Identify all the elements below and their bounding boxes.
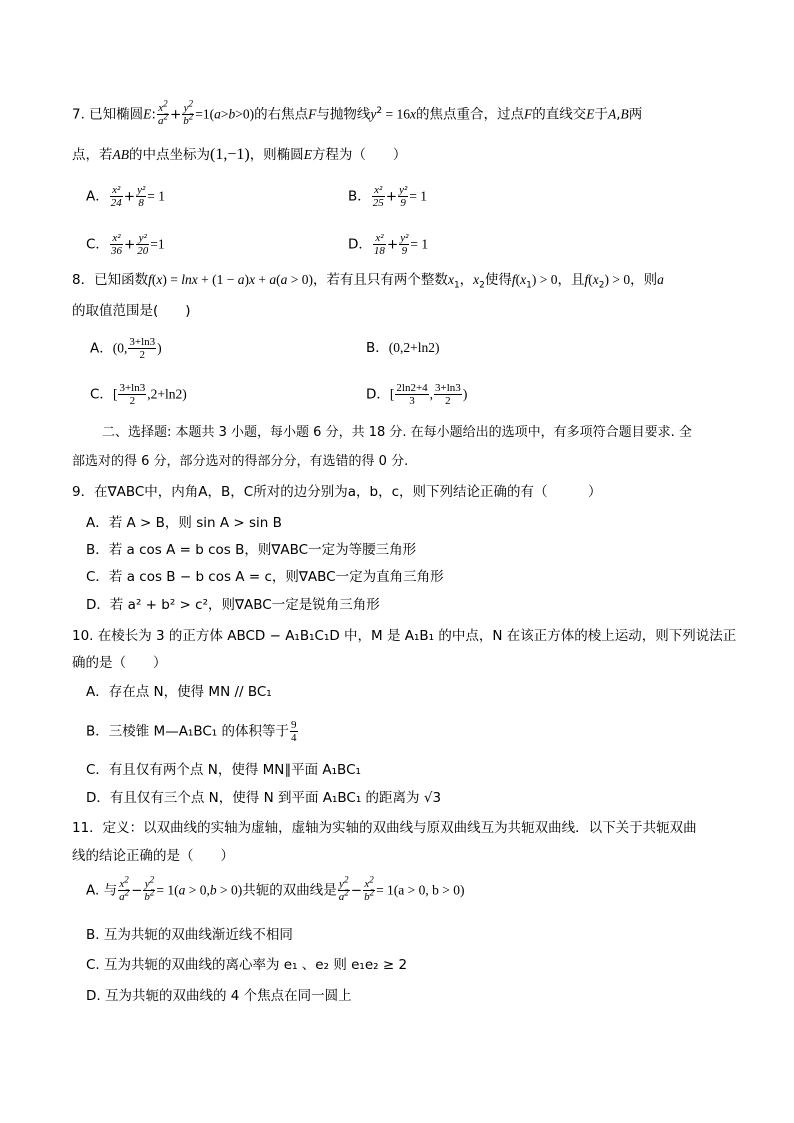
q10-option-a: A．存在点 N，使得 MN // BC₁ [86, 684, 272, 700]
q11-option-b: B. 互为共轭的双曲线渐近线不相同 [86, 927, 293, 943]
q11-stem-line2: 线的结论正确的是（ ） [72, 848, 234, 864]
q8-stem-line2: 的取值范围是( ) [72, 303, 191, 319]
section2-instruction-line1: 二、选择题: 本题共 3 小题，每小题 6 分，共 18 分. 在每小题给出的选项中，有多项符合题目要求. 全 [102, 425, 692, 440]
q9-stem: 9．在∇ABC中，内角A，B，C所对的边分别为a，b，c，则下列结论正确的有（ ） [72, 484, 602, 500]
q8-stem-line1: 8．已知函数f(x) = lnx + (1 − a)x + a(a > 0)，若有且只有两个整数$x_1$，$x_2$使得$f(x_1) > 0$，且$f(x_2) > 0$，则a [72, 272, 664, 291]
q7-stem-line2: 点，若AB的中点坐标为(1,−1)，则椭圆E方程为（ ） [72, 146, 407, 163]
q10-stem-line2: 确的是（ ） [72, 655, 167, 671]
q9-option-b: B．若 a cos A = b cos B，则∇ABC一定为等腰三角形 [86, 542, 417, 558]
q7-option-d: D． $\frac{\text{x²}}{18}$ + $\frac{\text{y²}}{9}$ = 1 [348, 232, 429, 257]
q7-option-a: A． $\frac{\text{x²}}{24}$ + $\frac{\text{y²}}{8}$ = 1 [86, 184, 165, 209]
q9-option-d: D．若 a² + b² > c²，则∇ABC一定是锐角三角形 [86, 597, 380, 613]
q11-stem-line1: 11．定义：以双曲线的实轴为虚轴，虚轴为实轴的双曲线与原双曲线互为共轭双曲线．以下关于共轭双曲 [72, 820, 697, 836]
q10-option-b: B．三棱锥 M—A₁BC₁ 的体积等于 $\frac{9}{4}$ [86, 719, 297, 744]
q10-option-d: D．有且仅有三个点 N，使得 N 到平面 A₁BC₁ 的距离为 √3 [86, 790, 442, 806]
q10-option-c: C．有且仅有两个点 N，使得 MN∥平面 A₁BC₁ [86, 762, 361, 778]
q7-option-b: B． $\frac{\text{x²}}{25}$ + $\frac{\text{y²}}{9}$ = 1 [348, 184, 428, 209]
q8-option-d: D．[ $\frac{2\ln 2+4}{3}$ , $\frac{3+\ln 3}{2}$ ) [366, 382, 468, 407]
q7-stem-line1: 7. 已知椭圆E: $\frac{x^2}{a^2}$ + $\frac{y^2}{b^2}$ =1(a>b>0)的右焦点F与抛物线$y^2 = 16x$的焦点重合，过点F的直线交E于A,B两 [72, 98, 643, 127]
q11-option-a: A. 与 $\frac{x^2}{a^2}$ − $\frac{y^2}{b^2}$ = 1(a > 0,b > 0)共轭的双曲线是 $\frac{y^2}{a^2}$ − $\frac{x^2}{b^2}$ = 1(a > 0, b > 0) [86, 874, 465, 903]
q10-stem-line1: 10. 在棱长为 3 的正方体 ABCD − A₁B₁C₁D 中，M 是 A₁B₁ 的中点，N 在该正方体的棱上运动，则下列说法正 [72, 628, 737, 644]
q8-option-a: A．(0, $\frac{3+\ln 3}{2}$ ) [90, 336, 162, 361]
q8-option-c: C．[ $\frac{3+\ln 3}{2}$ ,2+ln2) [90, 382, 187, 407]
section2-instruction-line2: 部选对的得 6 分，部分选对的得部分分，有选错的得 0 分. [72, 454, 409, 469]
q8-option-b: B．(0,2+ln2) [366, 340, 440, 356]
q9-option-c: C．若 a cos B − b cos A = c，则∇ABC一定为直角三角形 [86, 569, 444, 585]
q11-option-d: D. 互为共轭的双曲线的 4 个焦点在同一圆上 [86, 988, 352, 1004]
q11-option-c: C. 互为共轭的双曲线的离心率为 e₁ 、e₂ 则 e₁e₂ ≥ 2 [86, 957, 408, 973]
q7-option-c: C． $\frac{\text{x²}}{36}$ + $\frac{\text{y²}}{20}$ =1 [86, 232, 165, 257]
q9-option-a: A．若 A > B，则 sin A > sin B [86, 515, 282, 531]
